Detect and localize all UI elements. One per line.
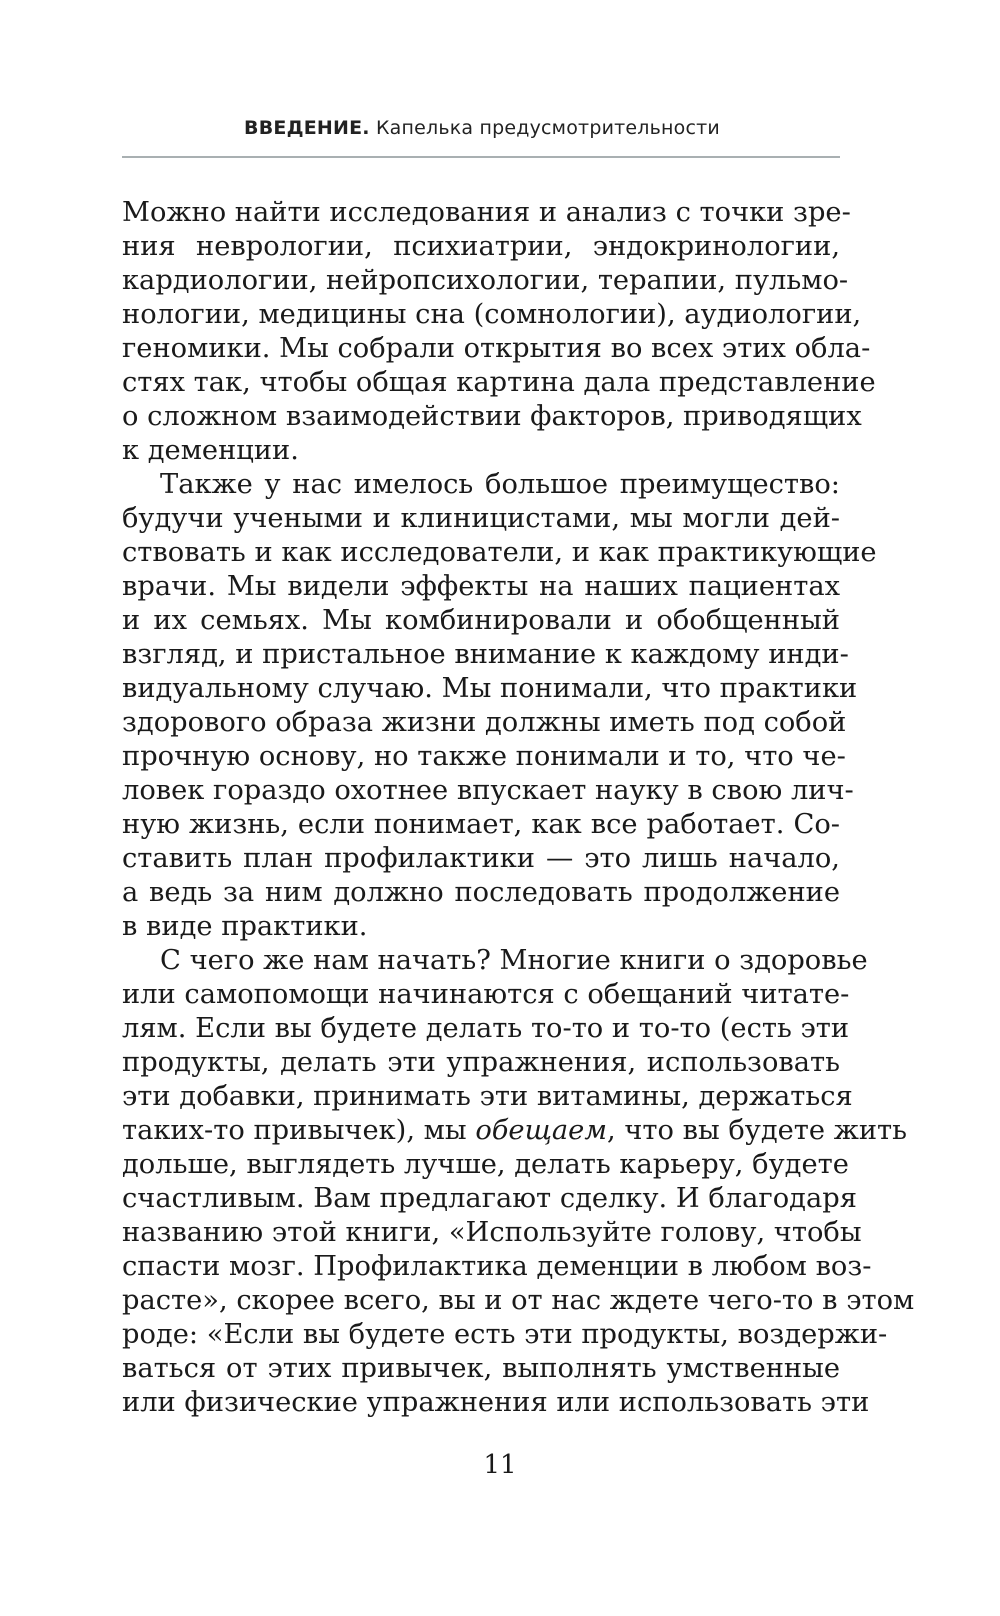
text-line: взгляд, и пристальное внимание к каждому инди- — [122, 639, 849, 670]
text-line: геномики. Мы собрали открытия во всех этих обла- — [122, 333, 871, 364]
text-line: ловек гораздо охотнее впускает науку в свою лич- — [122, 775, 854, 806]
text-line: а ведь за ним должно последовать продолжение — [122, 877, 840, 908]
text-line: ствовать и как исследователи, и как практикующие — [122, 537, 877, 568]
text-line: прочную основу, но также понимали и то, что че- — [122, 741, 846, 772]
text-line: ную жизнь, если понимает, как все работает. Со- — [122, 809, 840, 840]
text-line: или самопомощи начинаются с обещаний читате- — [122, 979, 850, 1010]
text-line: к деменции. — [122, 435, 299, 466]
header-divider — [122, 156, 840, 158]
text-line: спасти мозг. Профилактика деменции в любом воз- — [122, 1251, 872, 1282]
chapter-label: ВВЕДЕНИЕ. — [244, 117, 370, 139]
text-line: лям. Если вы будете делать то-то и то-то (есть эти — [122, 1013, 850, 1044]
text-line: о сложном взаимодействии факторов, приводящих — [122, 401, 862, 432]
text-line: расте», скорее всего, вы и от нас ждете чего-то в этом — [122, 1285, 915, 1316]
text-line: врачи. Мы видели эффекты на наших пациентах — [122, 571, 840, 602]
text-line: эти добавки, принимать эти витамины, держаться — [122, 1081, 853, 1112]
text-line: стях так, чтобы общая картина дала представление — [122, 367, 876, 398]
text-line: видуальному случаю. Мы понимали, что практики — [122, 673, 858, 704]
text-line: ставить план профилактики — это лишь начало, — [122, 843, 840, 874]
text-line: будучи учеными и клиницистами, мы могли дей- — [122, 503, 840, 534]
text-line: счастливым. Вам предлагают сделку. И благодаря — [122, 1183, 857, 1214]
text-line: дольше, выглядеть лучше, делать карьеру, будете — [122, 1149, 849, 1180]
emphasis-word: обещаем — [475, 1115, 607, 1146]
chapter-title: Капелька предусмотрительности — [369, 117, 720, 139]
text-line: здорового образа жизни должны иметь под собой — [122, 707, 847, 738]
text-line: Также у нас имелось большое преимущество: — [160, 469, 840, 500]
running-header — [122, 117, 842, 139]
text-line: роде: «Если вы будете есть эти продукты, воздержи- — [122, 1319, 888, 1350]
text-line: кардиологии, нейропсихологии, терапии, пульмо- — [122, 265, 849, 296]
text-line: продукты, делать эти упражнения, использовать — [122, 1047, 840, 1078]
page-number: 11 — [483, 1450, 517, 1480]
text-line: Можно найти исследования и анализ с точки зре- — [122, 197, 851, 228]
text-line: названию этой книги, «Используйте голову, чтобы — [122, 1217, 862, 1248]
body-text — [122, 196, 915, 1420]
line-start: таких-то привычек), мы — [122, 1115, 476, 1146]
text-line: ния неврологии, психиатрии, эндокринологии, — [122, 231, 840, 262]
text-line: в виде практики. — [122, 911, 368, 942]
text-line: С чего же нам начать? Многие книги о здоровье — [160, 945, 868, 976]
text-line: нологии, медицины сна (сомнологии), аудиологии, — [122, 299, 862, 330]
text-line: ваться от этих привычек, выполнять умственные — [122, 1353, 840, 1384]
text-line-with-emphasis — [122, 1114, 908, 1148]
text-line: и их семьях. Мы комбинировали и обобщенный — [122, 605, 840, 636]
text-line: или физические упражнения или использовать эти — [122, 1387, 870, 1418]
line-end: , что вы будете жить — [606, 1115, 908, 1146]
